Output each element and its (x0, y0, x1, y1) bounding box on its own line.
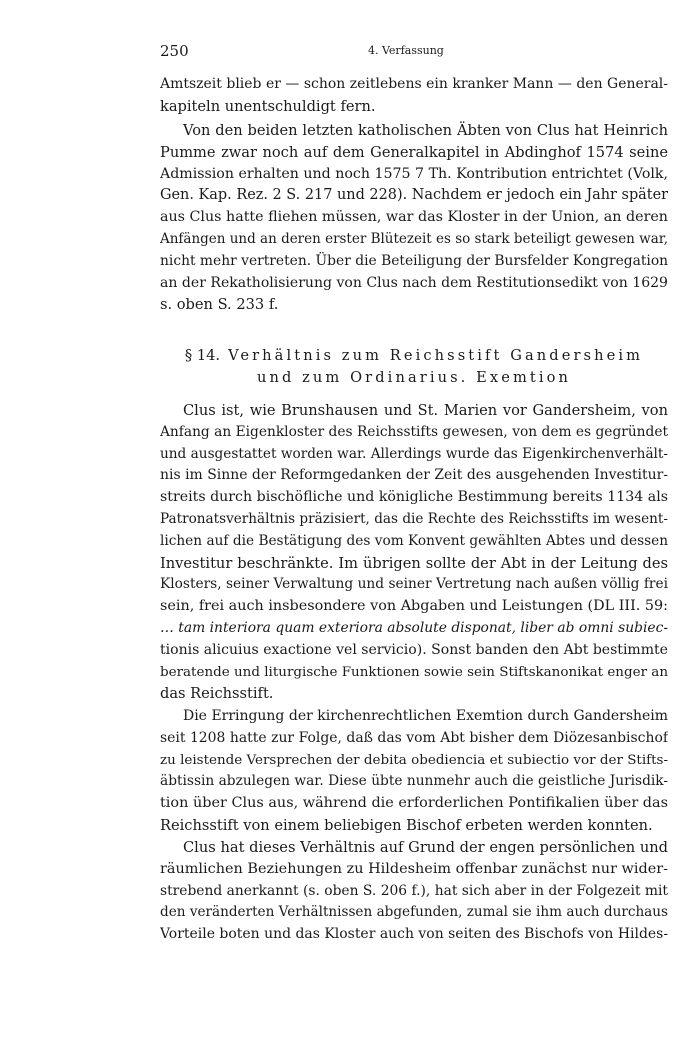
text-line: s. oben S. 233 f. (160, 296, 279, 314)
text-line: Amtszeit blieb er — schon zeitlebens ein kranker Mann — den General- (160, 76, 668, 92)
paragraph-abbots (160, 120, 668, 316)
text-line: das Reichsstift. (160, 685, 274, 703)
text-line: Anfängen und an deren erster Blütezeit es so stark beteiligt gewesen war, (160, 230, 668, 247)
paragraph-continuation (160, 74, 668, 118)
text-line: lichen auf die Bestätigung des vom Konvent gewählten Abtes und dessen (160, 532, 668, 549)
text-line: kapiteln unentschuldigt fern. (160, 97, 376, 115)
text-line: äbtissin abzulegen war. Diese übte nunmehr auch die geistliche Jurisdik- (160, 773, 668, 790)
text-line: tion über Clus aus, während die erforderlichen Pontifikalien über das (160, 795, 668, 812)
text-line: den veränderten Verhältnissen abgefunden, zumal sie ihm auch durchaus (160, 904, 668, 921)
text-line: … tam interiora quam exteriora absolute disponat, liber ab omni subiec- (160, 619, 668, 636)
section-title-line-2: und zum Ordinarius. Exemtion (256, 369, 572, 386)
text-line: räumlichen Beziehungen zu Hildesheim offenbar zunächst nur wider- (160, 860, 668, 877)
text-line: streits durch bischöfliche und königliche Bestimmung bereits 1134 als (160, 489, 668, 506)
text-line: Clus ist, wie Brunshausen und St. Marien vor Gandersheim, von (183, 402, 668, 419)
section-title-line-1: Verhältnis zum Reichsstift Gandersheim (228, 347, 644, 364)
running-head: 4. Verfassung (368, 44, 444, 57)
text-line: Patronatsverhältnis präzisiert, das die Rechte des Reichsstifts im wesent- (160, 510, 668, 527)
page-number: 250 (160, 42, 189, 60)
text-line: Gen. Kap. Rez. 2 S. 217 und 228). Nachdem er jedoch ein Jahr später (160, 187, 668, 204)
text-line: tionis alicuius exactione vel servicio). Sonst banden den Abt bestimmte (160, 641, 668, 658)
text-line: seit 1208 hatte zur Folge, daß das vom Abt bisher dem Diözesanbischof (160, 729, 668, 746)
text-line: Die Erringung der kirchenrechtlichen Exemtion durch Gandersheim (183, 708, 668, 724)
text-line: Von den beiden letzten katholischen Äbten von Clus hat Heinrich (183, 122, 668, 139)
text-line: Klosters, seiner Verwaltung und seiner Vertretung nach außen völlig frei (160, 576, 668, 593)
text-line: Reichsstift von einem beliebigen Bischof erbeten werden konnten. (160, 816, 653, 834)
text-line: Clus hat dieses Verhältnis auf Grund der engen persönlichen und (183, 839, 668, 856)
text-line: Admission erhalten und noch 1575 7 Th. Kontribution entrichtet (Volk, (160, 165, 668, 182)
text-line: zu leistende Versprechen der debita obediencia et subiectio vor der Stifts- (160, 751, 668, 768)
section-heading-line-1 (160, 345, 668, 367)
paragraph-eigenkloster (160, 400, 668, 705)
paragraph-hildesheim (160, 837, 668, 946)
text-line: Anfang an Eigenkloster des Reichsstifts gewesen, von dem es gegründet (160, 423, 668, 440)
text-line: sein, frei auch insbesondere von Abgaben und Leistungen (DL III. 59: (160, 598, 668, 615)
text-line: an der Rekatholisierung von Clus nach dem Restitutionsedikt von 1629 (160, 274, 668, 291)
section-heading (160, 345, 668, 389)
text-line: Pumme zwar noch auf dem Generalkapitel in Abdinghof 1574 seine (160, 143, 668, 161)
text-line: und ausgestattet worden war. Allerdings wurde das Eigenkirchenverhält- (160, 445, 668, 462)
text-line: strebend anerkannt (s. oben S. 206 f.), hat sich aber in der Folgezeit mit (160, 882, 668, 899)
text-line: Investitur beschränkte. Im übrigen sollte der Abt in der Leitung des (160, 554, 668, 572)
text-line: beratende und liturgische Funktionen sowie sein Stiftskanonikat enger an (160, 663, 668, 680)
paragraph-exemtion (160, 706, 668, 837)
text-line: Vorteile boten und das Kloster auch von seiten des Bischofs von Hildes- (160, 926, 668, 943)
section-number: § 14. (184, 347, 221, 364)
text-line: aus Clus hatte fliehen müssen, war das Kloster in der Union, an deren (160, 209, 668, 226)
text-line: nicht mehr vertreten. Über die Beteiligung der Bursfelder Kongregation (160, 252, 668, 269)
text-line: nis im Sinne der Reformgedanken der Zeit des ausgehenden Investitur- (160, 467, 668, 484)
